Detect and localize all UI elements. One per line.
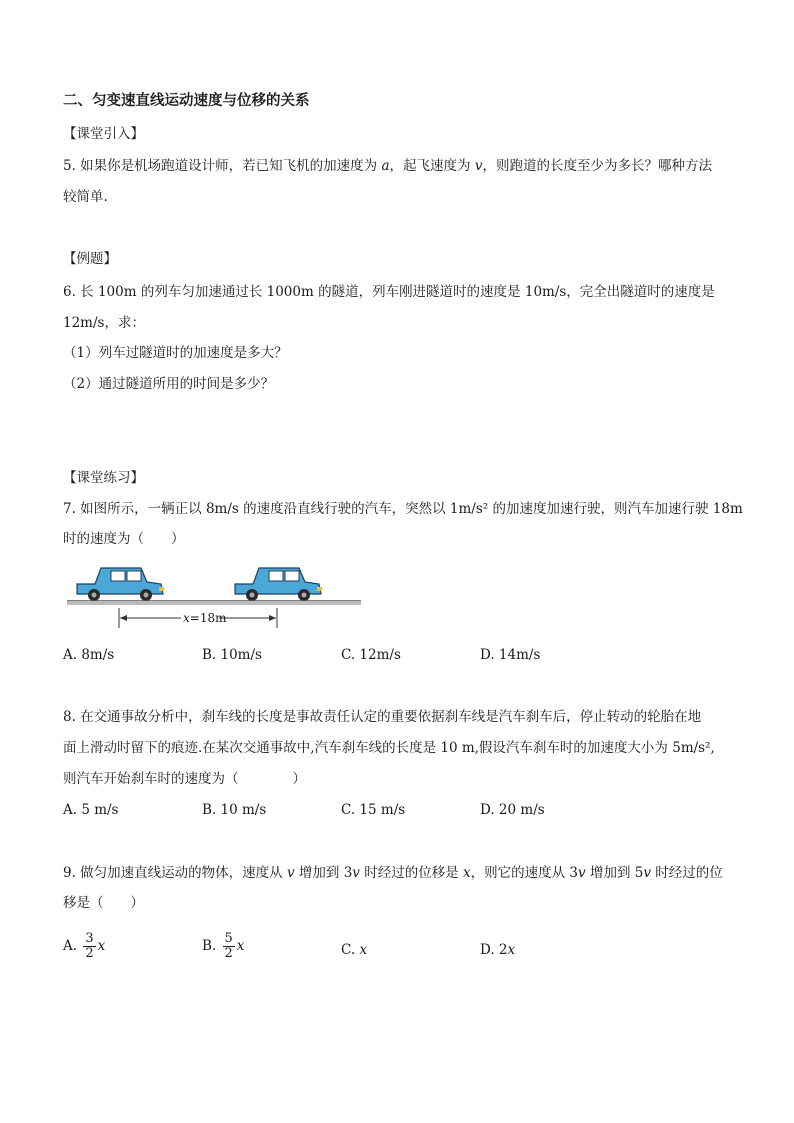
example-heading: 【例题】 xyxy=(63,251,117,267)
q9-option-a-label: A. xyxy=(63,938,78,954)
car-left-icon xyxy=(77,568,164,601)
q6-sub2: （2）通过隧道所用的时间是多少？ xyxy=(63,376,275,392)
distance-label-var: x xyxy=(183,611,190,625)
q5-line2: 较简单. xyxy=(63,189,108,205)
q5-var-v: v xyxy=(474,158,483,174)
q8-option-a[interactable]: A. 5 m/s xyxy=(63,802,119,818)
q9-var-x: x xyxy=(463,865,471,881)
q5-var-a: a xyxy=(381,158,390,174)
q7-option-c[interactable]: C. 12m/s xyxy=(341,647,401,663)
q8-option-d[interactable]: D. 20 m/s xyxy=(480,802,545,818)
q9-option-b-var: x xyxy=(236,938,245,954)
q7-option-a[interactable]: A. 8m/s xyxy=(63,647,115,663)
q9-var-v4: v xyxy=(643,865,651,881)
q9-option-c-var: x xyxy=(359,942,368,958)
q9-line1 xyxy=(63,864,723,882)
q9-option-d[interactable] xyxy=(480,941,515,959)
q9-text-b: 增加到 3 xyxy=(294,865,353,881)
q5-text-c: ，则跑道的长度至少为多长？哪种方法 xyxy=(482,158,712,174)
q7-option-d[interactable]: D. 14m/s xyxy=(480,647,541,663)
q9-var-v1: v xyxy=(286,865,295,881)
distance-label xyxy=(183,611,227,625)
q9-option-d-var: x xyxy=(507,942,516,958)
q9-option-a[interactable] xyxy=(63,932,105,961)
practice-heading: 【课堂练习】 xyxy=(63,470,144,486)
q9-option-d-label: D. 2 xyxy=(480,942,508,958)
ground-line xyxy=(67,601,361,605)
q9-option-b-den: 2 xyxy=(224,946,233,961)
q7-option-b[interactable]: B. 10m/s xyxy=(202,647,262,663)
q8-option-c[interactable]: C. 15 m/s xyxy=(341,802,406,818)
q9-text-d: ，则它的速度从 3 xyxy=(470,865,579,881)
q5-text-b: ，起飞速度为 xyxy=(389,158,475,174)
q9-var-v2: v xyxy=(352,865,360,881)
q8-line3: 则汽车开始刹车时的速度为（ ） xyxy=(63,771,306,787)
q9-text-a: 9. 做匀加速直线运动的物体，速度从 xyxy=(63,865,287,881)
car-figure xyxy=(63,560,363,632)
q9-option-c[interactable] xyxy=(341,941,367,959)
q9-line2: 移是（ ） xyxy=(63,895,144,911)
q9-var-v3: v xyxy=(578,865,586,881)
intro-heading: 【课堂引入】 xyxy=(63,126,144,142)
q5-text-a: 5. 如果你是机场跑道设计师，若已知飞机的加速度为 xyxy=(63,158,382,174)
q7-line2: 时的速度为（ ） xyxy=(63,531,185,547)
q8-line1: 8. 在交通事故分析中，刹车线的长度是事故责任认定的重要依据刹车线是汽车刹车后，停止转动的轮胎在地 xyxy=(63,709,702,725)
q9-option-a-num: 3 xyxy=(85,931,94,946)
q9-option-c-label: C. xyxy=(341,942,360,958)
car-right-icon xyxy=(235,568,322,601)
q9-option-a-var: x xyxy=(97,938,106,954)
q9-option-a-fraction xyxy=(83,932,95,961)
q9-text-f: 时经过的位 xyxy=(650,865,723,881)
q6-line1: 6. 长 100m 的列车匀加速通过长 1000m 的隧道，列车刚进隧道时的速度是 10m/s，完全出隧道时的速度是 xyxy=(63,284,715,300)
q9-text-c: 时经过的位移是 xyxy=(359,865,464,881)
distance-label-val: =18m xyxy=(189,611,227,625)
q9-option-b[interactable] xyxy=(202,932,244,961)
q9-text-e: 增加到 5 xyxy=(585,865,644,881)
q8-line2: 面上滑动时留下的痕迹.在某次交通事故中,汽车刹车线的长度是 10 m,假设汽车刹车时的加速度大小为 5m/s², xyxy=(63,740,715,756)
section-title: 二、匀变速直线运动速度与位移的关系 xyxy=(63,92,310,109)
q9-option-b-fraction xyxy=(223,932,235,961)
q6-sub1: （1）列车过隧道时的加速度是多大？ xyxy=(63,345,288,361)
q9-option-b-label: B. xyxy=(202,938,217,954)
q7-line1: 7. 如图所示，一辆正以 8m/s 的速度沿直线行驶的汽车，突然以 1m/s² 的加速度加速行驶，则汽车加速行驶 18m xyxy=(63,501,743,517)
q9-option-b-num: 5 xyxy=(224,931,233,946)
q8-option-b[interactable]: B. 10 m/s xyxy=(202,802,267,818)
q6-line2: 12m/s，求： xyxy=(63,315,145,331)
q5-line1 xyxy=(63,157,712,175)
q9-option-a-den: 2 xyxy=(85,946,94,961)
